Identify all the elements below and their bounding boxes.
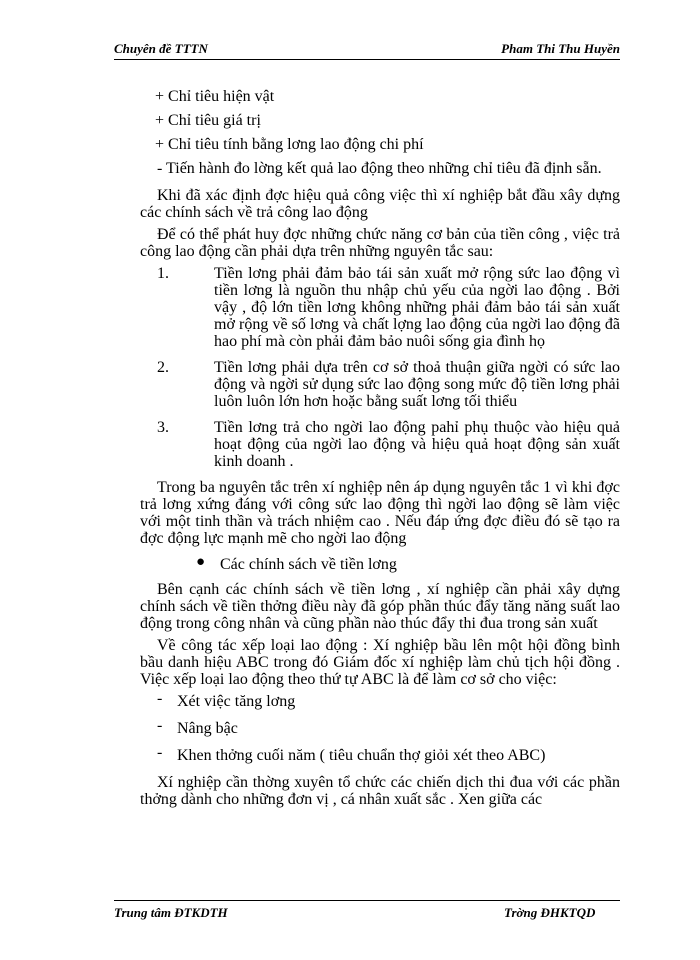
principle-item (140, 265, 620, 350)
paragraph: Về công tác xếp loại lao động : Xí nghiệp bầu lên một hội đồng bình bầu danh hiệu ABC trong đó Giám đốc xí nghiệp làm chủ tịch hội đồng . Việc xếp loại lao động theo thứ tự ABC là để làm cơ sở cho việc: (140, 637, 620, 688)
paragraph: Để có thể phát huy đợc những chức năng cơ bản của tiền công , việc trả công lao động cần phải dựa trên những nguyên tắc sau: (140, 226, 620, 260)
document-body (140, 88, 620, 813)
dash-icon: - (157, 744, 163, 761)
principle-number: 1. (157, 265, 169, 282)
header-right: Pham Thi Thu Huyền (501, 41, 620, 56)
footer-left: Trung tâm ĐTKDTH (114, 905, 228, 920)
plus-item: + Chỉ tiêu hiện vật (155, 88, 275, 105)
principle-text: Tiền lơng trả cho ngời lao động pahỉ phụ thuộc vào hiệu quả hoạt động của ngời lao động và hiệu quả hoạt động sản xuất kinh doanh . (214, 419, 620, 470)
bullet-heading (140, 556, 620, 573)
dash-list-text: Khen thởng cuối năm ( tiêu chuẩn thợ giỏi xét theo ABC) (177, 747, 546, 764)
plus-item: + Chỉ tiêu tính bằng lơng lao động chi phí (155, 136, 424, 153)
paragraph: Bên cạnh các chính sách về tiền lơng , xí nghiệp cần phải xây dựng chính sách về tiền thởng điều này đã góp phần thúc đẩy tăng năng suất lao động trong công nhân và cũng phần nào thúc đẩy thi đua trong sản xuất (140, 581, 620, 632)
principle-item (140, 359, 620, 410)
principle-text: Tiền lơng phải dựa trên cơ sở thoả thuận giữa ngời có sức lao động và ngời sử dụng sức lao động song mức độ tiền lơng phải luôn luôn lớn hơn hoặc bằng suất lơng tối thiểu (214, 359, 620, 410)
page-header (114, 41, 620, 60)
page-footer (114, 900, 620, 921)
plus-item: + Chỉ tiêu giá trị (155, 112, 261, 129)
paragraph: Trong ba nguyên tắc trên xí nghiệp nên áp dụng nguyên tắc 1 vì khi đợc trả lơng xứng đáng với công sức lao động thì ngời lao động sẽ làm việc với một tinh thần và trách nhiệm cao . Nếu đáp ứng đợc điều đó sẽ tạo ra đợc động lực mạnh mẽ cho ngời lao động (140, 479, 620, 547)
principle-item (140, 419, 620, 470)
paragraph: Xí nghiệp cần thờng xuyên tổ chức các chiến dịch thi đua với các phần thởng dành cho những đơn vị , cá nhân xuất sắc . Xen giữa các (140, 774, 620, 808)
principle-text: Tiền lơng phải đảm bảo tái sản xuất mở rộng sức lao động vì tiền lơng là nguồn thu nhập chủ yếu của ngời lao động . Bởi vậy , độ lớn tiền lơng không những phải đảm bảo tái sản xuất mở rộng về số lơng và chất lợng lao động của ngời lao động đã hao phí mà còn phải đảm bảo nuôi sống gia đình họ (214, 265, 620, 350)
dash-list-text: Nâng bậc (177, 720, 238, 737)
dash-list-item (140, 690, 620, 710)
dash-list-item (140, 744, 620, 764)
dash-icon: - (157, 690, 163, 707)
header-left: Chuyên đề TTTN (114, 41, 208, 56)
principle-number: 3. (157, 419, 169, 436)
dash-list-item (140, 717, 620, 737)
footer-right: Trờng ĐHKTQD (504, 905, 596, 920)
dash-icon: - (157, 717, 163, 734)
dash-paragraph: - Tiến hành đo lờng kết quả lao động theo những chỉ tiêu đã định sẵn. (157, 160, 602, 177)
bullet-heading-text: Các chính sách về tiền lơng (220, 556, 397, 573)
paragraph: Khi đã xác định đợc hiệu quả công việc thì xí nghiệp bắt đầu xây dựng các chính sách về trả công lao động (140, 187, 620, 221)
dash-list-text: Xét việc tăng lơng (177, 693, 296, 710)
principle-number: 2. (157, 359, 169, 376)
bullet-icon: ● (196, 554, 206, 570)
